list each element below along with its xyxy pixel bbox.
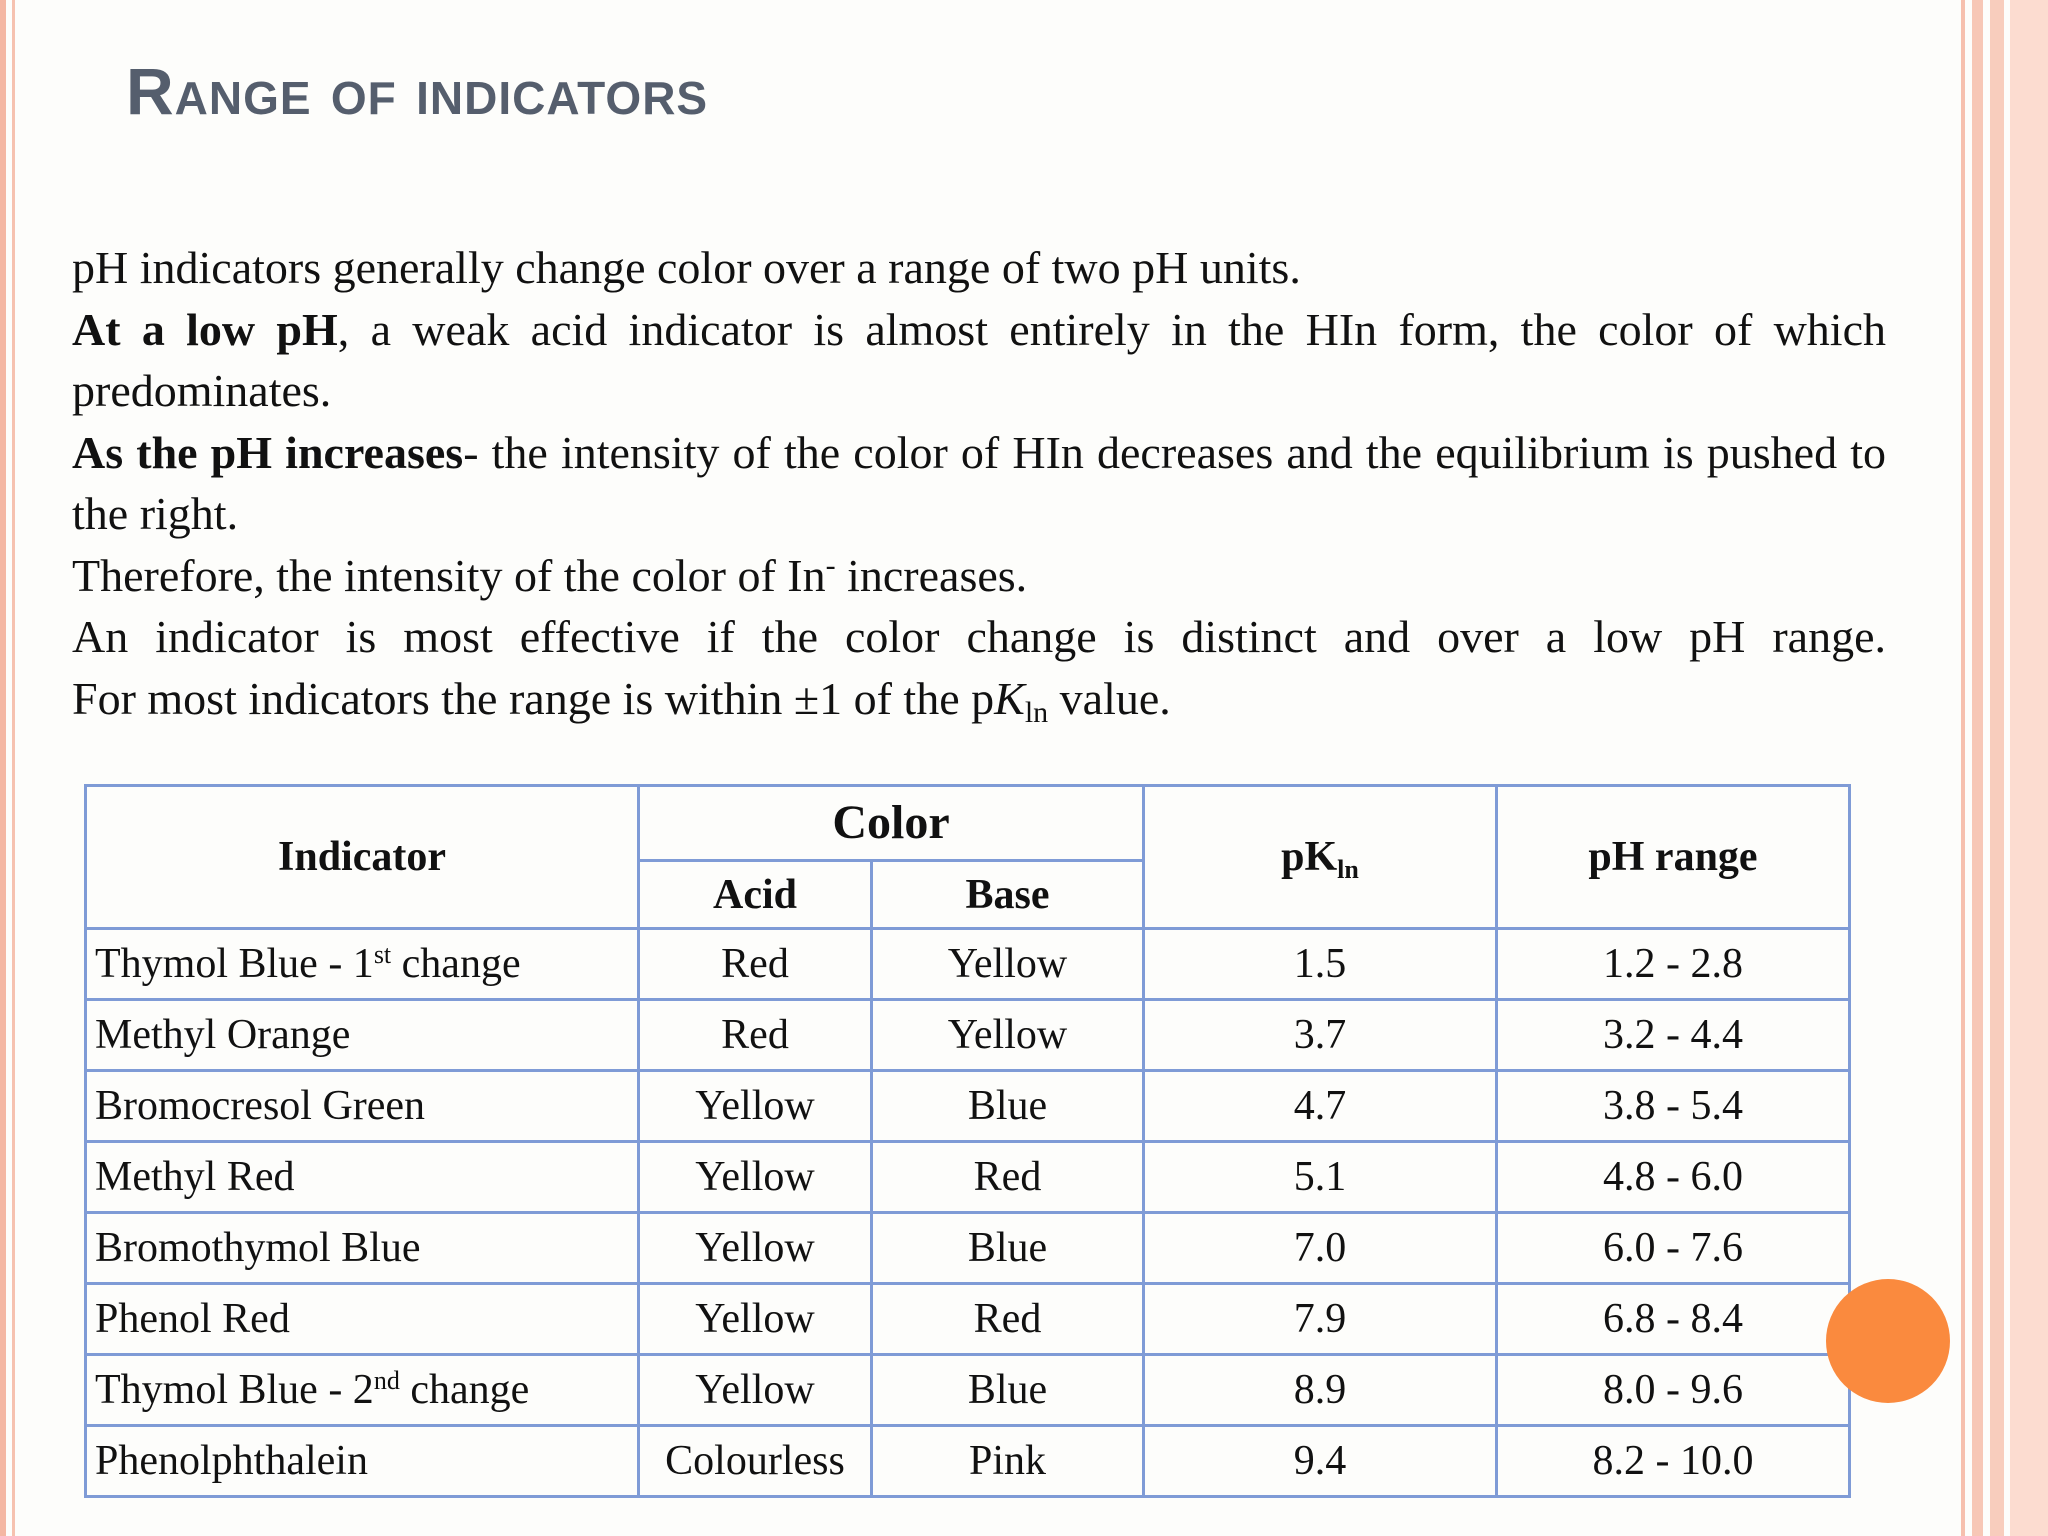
base-color: Red (872, 1142, 1144, 1213)
paragraph-2-bold: At a low pH (72, 303, 338, 355)
acid-color: Yellow (639, 1355, 872, 1426)
ph-range: 8.0 - 9.6 (1497, 1355, 1850, 1426)
table-row (86, 1071, 1850, 1142)
ph-range: 1.2 - 2.8 (1497, 929, 1850, 1000)
base-color: Red (872, 1284, 1144, 1355)
pk-value: 3.7 (1144, 1000, 1497, 1071)
ph-range: 3.8 - 5.4 (1497, 1071, 1850, 1142)
body-text (72, 237, 1886, 729)
indicator-name: Bromocresol Green (86, 1071, 639, 1142)
table-row (86, 1213, 1850, 1284)
ph-range: 3.2 - 4.4 (1497, 1000, 1850, 1071)
indicator-name: Phenol Red (86, 1284, 639, 1355)
pk-value: 9.4 (1144, 1426, 1497, 1497)
pk-value: 5.1 (1144, 1142, 1497, 1213)
left-border-thin-stripe (12, 0, 15, 1536)
pk-value: 1.5 (1144, 929, 1497, 1000)
acid-color: Red (639, 1000, 872, 1071)
acid-color: Red (639, 929, 872, 1000)
header-pk: $pK_{ln}$ (1144, 786, 1497, 929)
acid-color: Yellow (639, 1142, 872, 1213)
header-acid: Acid (639, 861, 872, 929)
left-border-stripe (0, 0, 6, 1536)
paragraph-1: pH indicators generally change color over a range of two pH units. (72, 242, 1301, 293)
paragraph-3: As the pH increases- the intensity of the color of HIn decreases and the equilibrium is pushed to the right. (72, 426, 1886, 539)
base-color: Blue (872, 1213, 1144, 1284)
table-row (86, 1355, 1850, 1426)
header-ph-range: pH range (1497, 786, 1850, 929)
header-base: Base (872, 861, 1144, 929)
right-border-stripe-2 (1972, 0, 1983, 1536)
right-border-stripe-4 (2010, 0, 2048, 1536)
table-row (86, 1000, 1850, 1071)
table-row (86, 929, 1850, 1000)
paragraph-6: For most indicators the range is within ±1 of the $pK_{ln}$ value. (72, 672, 1171, 729)
pk-value: 4.7 (1144, 1071, 1497, 1142)
acid-color: Yellow (639, 1284, 872, 1355)
header-color: Color (639, 786, 1144, 861)
base-color: Yellow (872, 929, 1144, 1000)
paragraph-4: Therefore, the intensity of the color of In- increases. (72, 548, 1028, 601)
ph-range: 8.2 - 10.0 (1497, 1426, 1850, 1497)
acid-color: Yellow (639, 1213, 872, 1284)
pk-value: 7.0 (1144, 1213, 1497, 1284)
base-color: Pink (872, 1426, 1144, 1497)
pk-value: 7.9 (1144, 1284, 1497, 1355)
indicator-name: Methyl Orange (86, 1000, 639, 1071)
paragraph-5: An indicator is most effective if the color change is distinct and over a low pH range. (72, 611, 1886, 662)
indicator-name: Thymol Blue - 2nd change (86, 1355, 639, 1426)
pk-value: 8.9 (1144, 1355, 1497, 1426)
indicator-name: Methyl Red (86, 1142, 639, 1213)
ph-range: 4.8 - 6.0 (1497, 1142, 1850, 1213)
slide-title: Range of indicators (126, 54, 709, 128)
indicator-table (84, 784, 1851, 1498)
table-row (86, 1284, 1850, 1355)
ph-range: 6.0 - 7.6 (1497, 1213, 1850, 1284)
right-border-stripe-3 (1990, 0, 2004, 1536)
ph-range: 6.8 - 8.4 (1497, 1284, 1850, 1355)
acid-color: Colourless (639, 1426, 872, 1497)
base-color: Blue (872, 1355, 1144, 1426)
table-row (86, 1142, 1850, 1213)
acid-color: Yellow (639, 1071, 872, 1142)
paragraph-3-bold: As the pH increases (72, 426, 464, 478)
paragraph-2: At a low pH, a weak acid indicator is almost entirely in the HIn form, the color of which predominates. (72, 303, 1887, 416)
indicator-name: Phenolphthalein (86, 1426, 639, 1497)
indicator-name: Thymol Blue - 1st change (86, 929, 639, 1000)
base-color: Blue (872, 1071, 1144, 1142)
slide-nav-dot[interactable] (1826, 1279, 1950, 1403)
indicator-name: Bromothymol Blue (86, 1213, 639, 1284)
right-border-stripe-1 (1961, 0, 1965, 1536)
base-color: Yellow (872, 1000, 1144, 1071)
table-row (86, 1426, 1850, 1497)
header-indicator: Indicator (86, 786, 639, 929)
